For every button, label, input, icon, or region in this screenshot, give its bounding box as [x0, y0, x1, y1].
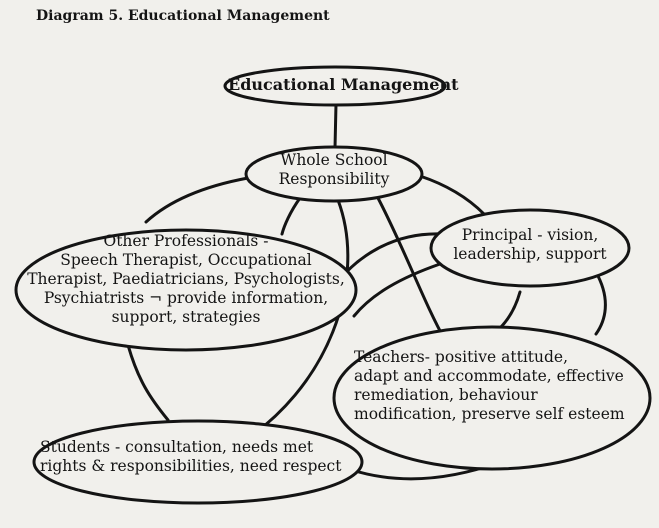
label-line: remediation, behaviour [354, 385, 538, 404]
label-line: Therapist, Paediatricians, Psychologists, [27, 269, 345, 288]
label-line: modification, preserve self esteem [354, 404, 625, 423]
label-line: Psychiatrists ¬ provide information, [43, 288, 329, 307]
label-line: Whole School [280, 151, 388, 169]
circle-arc-top-right [420, 176, 484, 214]
other-professionals-label [20, 232, 352, 327]
label-line: support, strategies [111, 307, 261, 326]
label-line: Educational Management [228, 75, 459, 94]
label-line: leadership, support [453, 244, 607, 263]
principal-label [436, 226, 624, 264]
label-line: Students - consultation, needs met [40, 438, 314, 456]
whole-school-label [246, 151, 422, 189]
educational-management-label [228, 75, 459, 95]
label-line: Teachers- positive attitude, [354, 348, 569, 366]
teachers-label [354, 348, 644, 424]
label-line: adapt and accommodate, effective [354, 366, 624, 385]
students-label [40, 438, 358, 476]
connector-principal-to-teachers [500, 292, 520, 328]
label-line: Other Professionals - [103, 232, 269, 250]
connector-top-to-whole-school [335, 104, 336, 148]
label-line: Speech Therapist, Occupational [60, 250, 312, 269]
label-line: rights & responsibilities, need respect [40, 456, 342, 475]
circle-arc-top-left [146, 178, 248, 222]
label-line: Principal - vision, [461, 226, 599, 244]
connector-whole-school-to-teachers [378, 198, 445, 340]
circle-arc-left [128, 345, 168, 420]
connector-principal-to-other-lower [354, 264, 440, 316]
label-line: Responsibility [278, 169, 390, 188]
connector-whole-school-to-other [282, 198, 300, 234]
circle-arc-right [596, 276, 605, 334]
diagram-caption: Diagram 5. Educational Management [36, 8, 330, 24]
